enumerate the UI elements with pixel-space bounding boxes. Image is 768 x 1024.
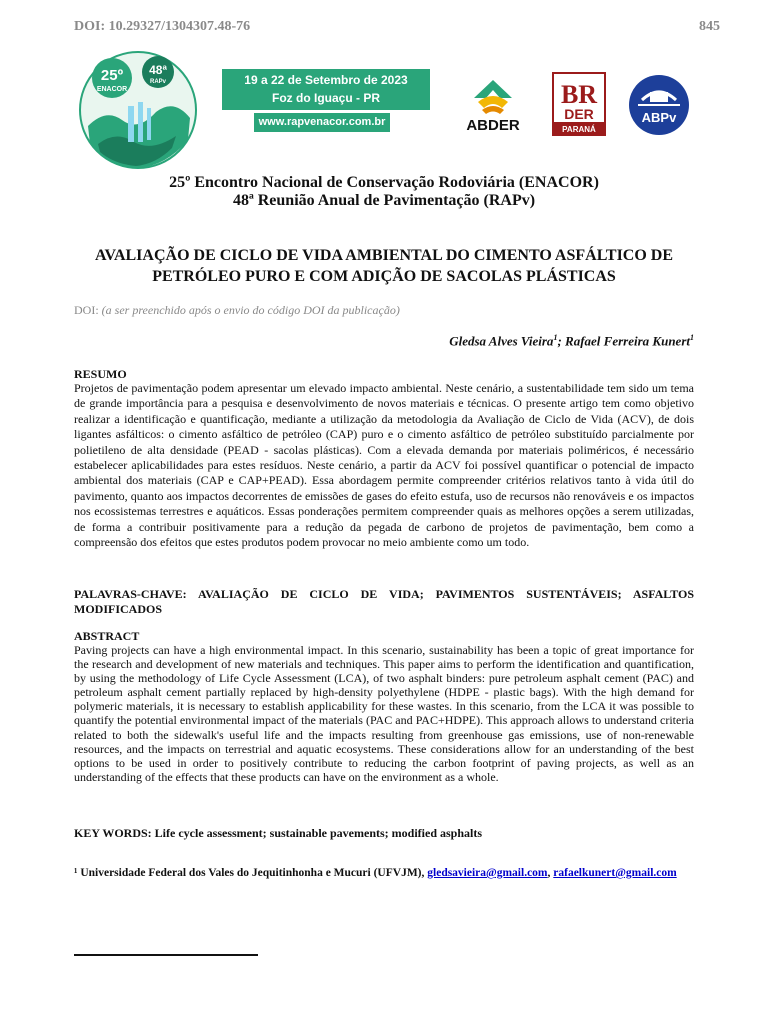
rapv-label: RAPv <box>149 79 167 85</box>
affiliation-footnote <box>74 867 677 879</box>
email-separator: , <box>547 867 554 879</box>
event-location: Foz do Iguaçu - PR <box>272 91 380 105</box>
abstract-heading: ABSTRACT <box>74 629 140 643</box>
authors <box>449 333 694 349</box>
abder-logo <box>460 76 526 134</box>
event-banner <box>222 69 430 110</box>
footnote-rule <box>74 954 258 956</box>
header-doi: DOI: 10.29327/1304307.48-76 <box>74 19 251 34</box>
author-2: Rafael Ferreira Kunert <box>565 333 690 349</box>
abpv-logo <box>628 74 690 136</box>
palavras-chave: PALAVRAS-CHAVE: AVALIAÇÃO DE CICLO DE VIDA; PAVIMENTOS SUSTENTÁVEIS; ASFALTOS MODIFICADOS <box>74 587 694 616</box>
enacor-rapv-logo <box>76 48 200 172</box>
event-url[interactable]: www.rapvenacor.com.br <box>254 113 390 132</box>
paper-title: AVALIAÇÃO DE CICLO DE VIDA AMBIENTAL DO CIMENTO ASFÁLTICO DE PETRÓLEO PURO E COM ADIÇÃO DE SACOLAS PLÁSTICAS <box>94 247 674 285</box>
der-parana-logo <box>552 72 606 136</box>
page-number: 845 <box>699 19 720 34</box>
der-parana-text: PARANÁ <box>562 125 596 134</box>
abpv-text: ABPv <box>641 110 677 125</box>
enacor-label: ENACOR <box>96 86 128 93</box>
conference-line-1: 25º Encontro Nacional de Conservação Rodoviária (ENACOR) <box>169 174 599 191</box>
doi-placeholder-line <box>74 303 400 318</box>
author-1: Gledsa Alves Vieira <box>449 333 554 349</box>
abstract-text: Paving projects can have a high environmental impact. In this scenario, sustainability has been a topic of great importance for the research and development of new materials and techniques. This paper aims to perform the identification and quantification, by using the methodology of Life Cycle Assessment (LCA), of two asphalt binders: pure petroleum asphalt cement (PAC) and petroleum asphalt cement partially replaced by high-density polyethylene (HDPE - plastic bags). With the high demand for polymeric materials, it is necessary to establish applicability for these wastes. In this scenario, from the LCA it was possible to quantify the potential environmental impact of the materials (PAC and PAC+HDPE). This approach allows to understand criteria related to both the sidewalk's useful life and the impacts resulting from greenhouse gas emissions, use of non-renewable resources, and the impacts on terrestrial and aquatic ecosystems. These considerations allow for an understanding of the best options to be used in order to positively contribute to reducing the carbon footprint of paving projects, as well as an understanding of the effects that these products can have on the environment as a whole. <box>74 643 694 784</box>
email-link-2[interactable]: rafaelkunert@gmail.com <box>553 867 677 879</box>
resumo-heading: RESUMO <box>74 367 127 381</box>
enacor-number: 25º <box>100 67 124 84</box>
svg-text:BR: BR <box>560 80 598 109</box>
key-words: KEY WORDS: Life cycle assessment; sustainable pavements; modified asphalts <box>74 826 483 840</box>
abder-text: ABDER <box>466 117 520 134</box>
author-separator: ; <box>557 333 566 349</box>
doi-label: DOI: <box>74 303 99 317</box>
doi-placeholder: (a ser preenchido após o envio do código DOI da publicação) <box>101 303 400 317</box>
event-dates: 19 a 22 de Setembro de 2023 <box>244 73 408 87</box>
email-link-1[interactable]: gledsavieira@gmail.com <box>427 867 548 879</box>
resumo-text: Projetos de pavimentação podem apresentar um elevado impacto ambiental. Neste cenário, a sustentabilidade tem sido um tema de grande importância para a pesquisa e desenvolvimento de novos materiais e técnicas. O presente artigo tem como objetivo realizar a identificação e quantificação, mediante a utilização da metodologia da Avaliação de Ciclo de Vida (ACV), de dois ligantes asfálticos: o cimento asfáltico de petróleo (CAP) puro e o cimento asfáltico de petróleo substituído parcialmente por polietileno de alta densidade (PEAD - sacolas plásticas). Com a elevada demanda por materiais poliméricos, é necessário estabelecer aplicabilidades para estes resíduos. Neste cenário, a partir da ACV foi possível quantificar o potencial de impacto ambiental dos materiais (CAP e CAP+PEAD). Essa abordagem permite compreender critérios relativos tanto à vida útil do pavimento, quanto aos impactos decorrentes de emissões de gases do efeito estufa, uso de recursos não renováveis e os impactos nos ecossistemas terrestres e aquáticos. Essas ponderações permitem compreender quais as melhores opções a serem utilizadas, de forma a contribuir positivamente para a redução da pegada de carbono de projetos de pavimentação, bem como a compreensão dos efeitos que estes produtos podem provocar no meio ambiente como um todo. <box>74 381 694 550</box>
affiliation-text: ¹ Universidade Federal dos Vales do Jequitinhonha e Mucuri (UFVJM), <box>74 867 428 879</box>
rapv-number: 48ª <box>149 63 167 77</box>
author-2-affiliation: 1 <box>690 333 694 342</box>
conference-line-2: 48ª Reunião Anual de Pavimentação (RAPv) <box>232 192 536 209</box>
der-text: DER <box>564 106 594 122</box>
author-1-affiliation: 1 <box>553 333 558 342</box>
